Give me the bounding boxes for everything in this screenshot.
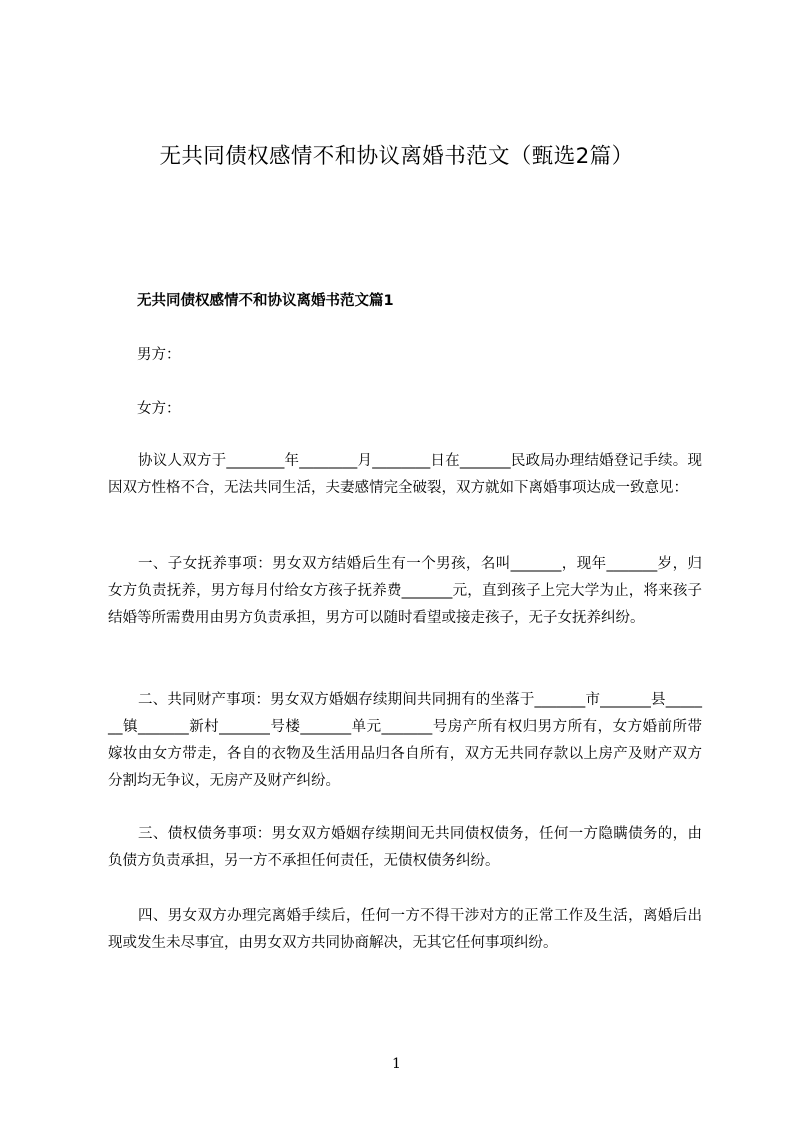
male-party-label: 男方： [137,347,181,363]
joint-property-paragraph: 二、共同财产事项：男女双方婚姻存续期间共同拥有的坐落于_______市_______县_______镇_______新村_______号楼_______单元_______号房产所有权归男方所有，女方婚前所带嫁妆由女方带走，各自的衣物及生活用品归各自所有，双方无共同存款以上房产及财产双方分割均无争议，无房产及财产纠纷。 [108,692,702,789]
female-party-label: 女方： [137,401,181,417]
agreement-intro-paragraph: 协议人双方于________年________月________日在_______民政局办理结婚登记手续。现因双方性格不合，无法共同生活，夫妻感情完全破裂，双方就如下离婚事项达成一致意见： [108,453,702,496]
post-divorce-paragraph: 四、男女双方办理完离婚手续后，任何一方不得干涉对方的正常工作及生活，离婚后出现或发生未尽事宜，由男女双方共同协商解决，无其它任何事项纠纷。 [108,908,702,951]
section-title: 无共同债权感情不和协议离婚书范文篇1 [137,293,394,309]
document-title: 无共同债权感情不和协议离婚书范文（甄选2篇） [159,144,634,169]
child-custody-paragraph: 一、子女抚养事项：男女双方结婚后生有一个男孩，名叫_______，现年_______岁，归女方负责抚养，男方每月付给女方孩子抚养费_______元，直到孩子上完大学为止，将来孩子结婚等所需费用由男方负责承担，男方可以随时看望或接走孩子，无子女抚养纠纷。 [108,556,702,626]
page-number: 1 [392,1056,401,1072]
debts-paragraph: 三、债权债务事项：男女双方婚姻存续期间无共同债权债务，任何一方隐瞒债务的，由负债方负责承担，另一方不承担任何责任，无债权债务纠纷。 [108,826,702,869]
